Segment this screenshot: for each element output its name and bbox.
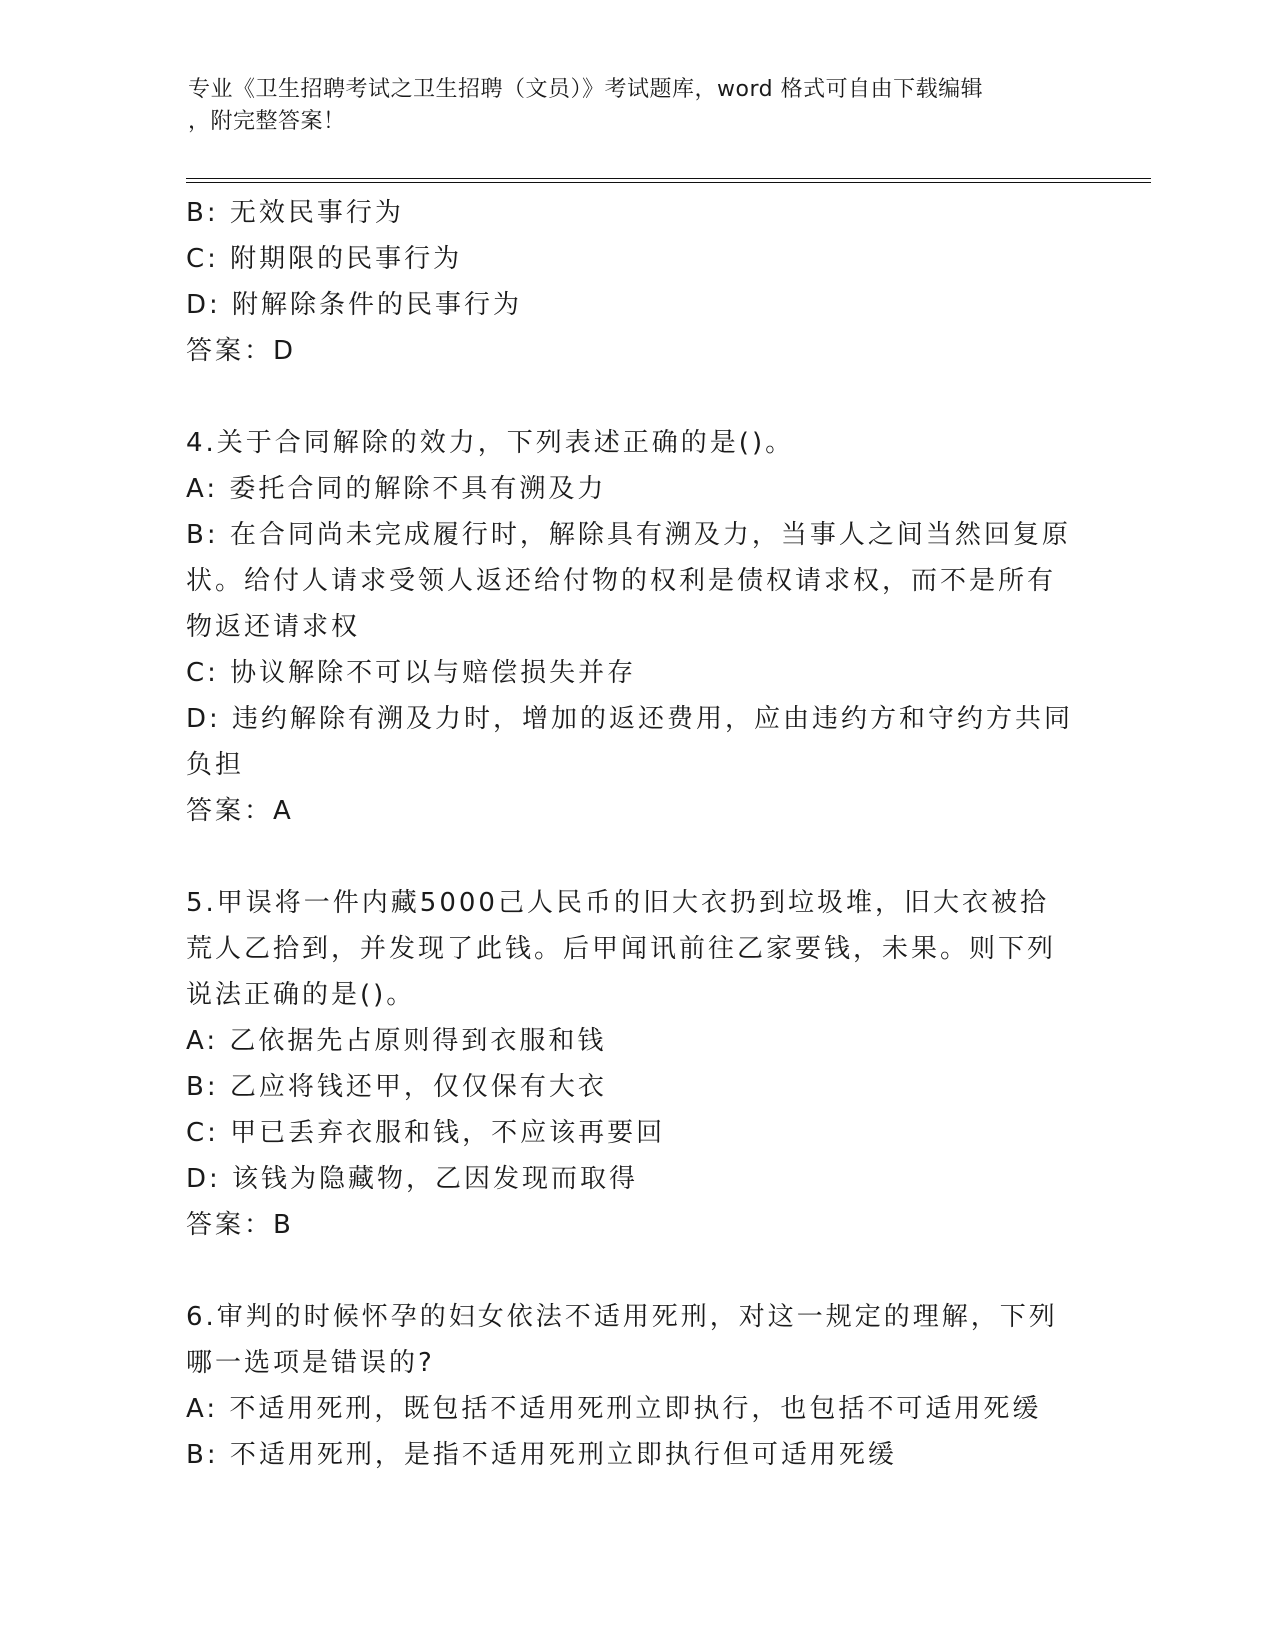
header-line-2: ，附完整答案！ (188, 109, 346, 134)
option-a: A: 乙依据先占原则得到衣服和钱 (186, 1026, 607, 1056)
option-c: C: 甲已丢弃衣服和钱，不应该再要回 (186, 1118, 666, 1148)
question-stem: 4.关于合同解除的效力，下列表述正确的是()。 (186, 428, 795, 458)
spacer (186, 1248, 1076, 1294)
option-c: C: 附期限的民事行为 (186, 244, 463, 274)
question-stem: 5.甲误将一件内藏5000己人民币的旧大衣扔到垃圾堆，旧大衣被拾荒人乙拾到，并发现了此钱。后甲闻讯前往乙家要钱，未果。则下列说法正确的是()。 (186, 888, 1057, 1010)
option-a: A: 委托合同的解除不具有溯及力 (186, 474, 607, 504)
option-b: B: 无效民事行为 (186, 198, 404, 228)
page-header (188, 74, 1068, 138)
header-divider-top (186, 178, 1151, 179)
header-line-1: 专业《卫生招聘考试之卫生招聘（文员）》考试题库，word 格式可自由下载编辑 (188, 77, 984, 102)
spacer (186, 374, 1076, 420)
answer-line: 答案：A (186, 796, 294, 826)
document-body (186, 190, 1076, 1478)
question-5 (186, 880, 1076, 1248)
option-b: B: 在合同尚未完成履行时，解除具有溯及力，当事人之间当然回复原状。给付人请求受领人返还给付物的权利是债权请求权，而不是所有物返还请求权 (186, 520, 1071, 642)
answer-line: 答案：B (186, 1210, 294, 1240)
option-d: D: 该钱为隐藏物，乙因发现而取得 (186, 1164, 639, 1194)
answer-line: 答案：D (186, 336, 297, 366)
question-stem: 6.审判的时候怀孕的妇女依法不适用死刑，对这一规定的理解，下列哪一选项是错误的? (186, 1302, 1058, 1378)
option-b: B: 不适用死刑，是指不适用死刑立即执行但可适用死缓 (186, 1440, 897, 1470)
spacer (186, 834, 1076, 880)
option-c: C: 协议解除不可以与赔偿损失并存 (186, 658, 637, 688)
question-3-continued (186, 190, 1076, 374)
option-b: B: 乙应将钱还甲，仅仅保有大衣 (186, 1072, 607, 1102)
option-a: A: 不适用死刑，既包括不适用死刑立即执行，也包括不可适用死缓 (186, 1394, 1042, 1424)
header-divider-bottom (186, 182, 1151, 183)
question-4 (186, 420, 1076, 834)
question-6 (186, 1294, 1076, 1478)
option-d: D: 违约解除有溯及力时，增加的返还费用，应由违约方和守约方共同负担 (186, 704, 1074, 780)
option-d: D: 附解除条件的民事行为 (186, 290, 523, 320)
